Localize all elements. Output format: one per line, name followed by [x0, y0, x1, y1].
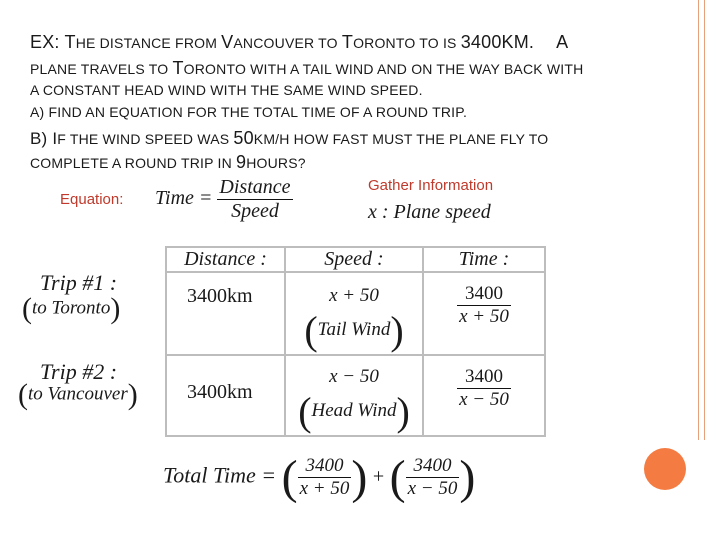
distance-cell [166, 272, 285, 355]
distance-value: 3400km [187, 381, 253, 403]
trip-2-destination: (to Vancouver) [18, 378, 138, 411]
text: A [556, 32, 569, 52]
speed-value: x − 50 [329, 366, 379, 387]
wind-label: Head Wind [311, 399, 397, 421]
text: T [341, 32, 354, 52]
total-lhs: Total Time = [163, 462, 277, 488]
fraction-numerator: 3400 [464, 366, 503, 387]
table-row [166, 355, 545, 436]
fraction-denominator: x − 50 [459, 389, 509, 410]
accent-dot [644, 448, 686, 490]
speed-value: x + 50 [329, 285, 379, 306]
text: ORONTO TO IS [353, 35, 461, 51]
header-speed: Speed : [324, 248, 384, 270]
table-header-row [166, 247, 545, 272]
trip-2-label: Trip #2 : [40, 359, 118, 384]
fraction-denominator: x − 50 [407, 478, 458, 499]
decorative-frame [690, 0, 720, 540]
text: B) I [30, 129, 58, 148]
distance-cell [166, 355, 285, 436]
destination-text: to Toronto [32, 297, 111, 319]
frame-line [698, 0, 699, 440]
plus-sign: + [372, 465, 385, 488]
fraction-numerator: 3400 [464, 283, 503, 304]
header-cell [285, 247, 423, 272]
text: 9 [235, 152, 247, 172]
problem-line-5 [30, 128, 548, 149]
total-time-equation: Total Time = ( $\frac{3400}{x + 50}$ ) + ( $\frac{3400}{x - 50}$ ) [163, 451, 476, 504]
speed-cell: x − 50 (Head Wind) [285, 355, 423, 436]
trip-1-label: Trip #1 : [40, 270, 118, 295]
text: PLANE TRAVELS TO [30, 61, 173, 77]
equation-formula [155, 176, 293, 223]
equation-label: Equation: [60, 191, 124, 208]
speed-cell: x + 50 (Tail Wind) [285, 272, 423, 355]
problem-line-4 [30, 104, 467, 120]
table-row [166, 272, 545, 355]
time-cell [423, 355, 545, 436]
header-distance: Distance : [184, 248, 267, 270]
time-fraction [457, 283, 511, 328]
text: HOURS? [246, 155, 306, 171]
wind-label: Tail Wind [317, 318, 391, 340]
variable-definition: x : Plane speed [368, 201, 491, 223]
text: IND AN EQUATION FOR THE TOTAL TIME OF A ROUND TRIP. [57, 104, 468, 120]
fraction-numerator: 3400 [413, 455, 452, 476]
text: F THE WIND SPEED WAS [57, 131, 234, 147]
time-fraction [457, 366, 511, 411]
text: KM/H HOW FAST MUST THE PLANE FLY TO [253, 131, 549, 147]
destination-text: to Vancouver [28, 383, 128, 405]
fraction-denominator: Speed [217, 199, 292, 223]
text: KM. [501, 32, 535, 52]
total-fraction-b [406, 455, 460, 500]
text: 50 [233, 128, 254, 148]
text: COMPLETE A ROUND TRIP IN [30, 155, 236, 171]
problem-line-1 [30, 32, 568, 53]
distance-value: 3400km [187, 285, 253, 307]
text: T [172, 58, 184, 78]
total-fraction-a [298, 455, 352, 500]
fraction-numerator: Distance [219, 176, 291, 198]
header-time: Time : [458, 248, 510, 270]
problem-line-2 [30, 58, 583, 79]
equation-fraction [217, 176, 292, 223]
text: 3400 [460, 32, 502, 52]
fraction-denominator: x + 50 [299, 478, 350, 499]
trip-table [165, 246, 546, 437]
text: EX: T [30, 32, 76, 52]
time-cell [423, 272, 545, 355]
text: HE DISTANCE FROM [75, 35, 222, 51]
trip-1-destination: (to Toronto) [22, 292, 121, 325]
text: ORONTO WITH A TAIL WIND AND ON THE WAY BACK WITH [183, 61, 584, 77]
problem-line-3: A CONSTANT HEAD WIND WITH THE SAME WIND SPEED. [30, 82, 423, 98]
header-cell [166, 247, 285, 272]
equation-lhs: Time = [155, 187, 213, 210]
header-cell [423, 247, 545, 272]
gather-label: Gather Information [368, 177, 494, 194]
fraction-numerator: 3400 [305, 455, 344, 476]
problem-line-6 [30, 152, 306, 173]
text: A) F [30, 104, 58, 120]
fraction-denominator: x + 50 [459, 306, 509, 327]
text: ANCOUVER TO [233, 35, 342, 51]
text: V [221, 32, 234, 52]
frame-line [704, 0, 705, 440]
